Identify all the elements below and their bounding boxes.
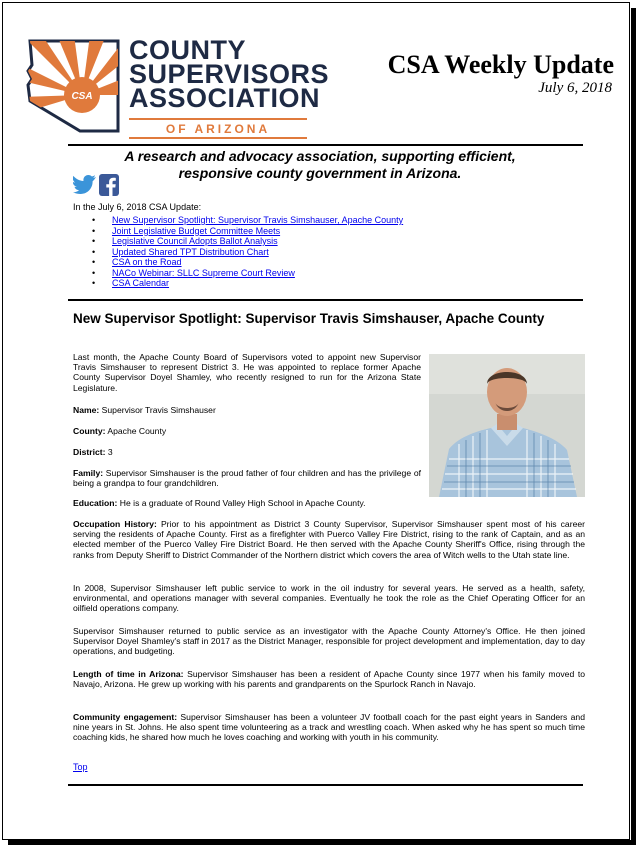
length-value: Supervisor Simshauser has been a resident of Apache County since 1977 when his family moved to Navajo, Arizona. He grew up working with his parents and grandparents on the Spurlock Ranch in Navajo. bbox=[73, 669, 585, 690]
table-of-contents bbox=[92, 215, 403, 289]
tagline: A research and advocacy association, supporting efficient, responsive county government in Arizona. bbox=[124, 148, 516, 181]
toc-link-ballot-analysis[interactable]: Legislative Council Adopts Ballot Analysis bbox=[112, 236, 278, 246]
org-name-line-2: SUPERVISORS bbox=[129, 59, 330, 89]
education-value: He is a graduate of Round Valley High School in Apache County. bbox=[117, 498, 366, 508]
newsletter-title: CSA Weekly Update bbox=[387, 50, 614, 79]
district-value: 3 bbox=[105, 447, 113, 457]
paragraph-2008: In 2008, Supervisor Simshauser left public service to work in the oil industry for several years. He served as a health, safety, environmental, and operations manager with several companies. Eventually he took the role as the Chief Operating Officer for an oilfield operations company. bbox=[73, 583, 585, 614]
family-label: Family: bbox=[73, 468, 104, 478]
family-field bbox=[73, 468, 421, 488]
social-links bbox=[73, 174, 119, 201]
toc-link-naco-webinar[interactable]: NACo Webinar: SLLC Supreme Court Review bbox=[112, 267, 295, 278]
page-shadow-bottom bbox=[8, 840, 636, 845]
county-field bbox=[73, 426, 421, 436]
toc-link-supervisor-spotlight[interactable]: New Supervisor Spotlight: Supervisor Travis Simshauser, Apache County bbox=[112, 215, 404, 225]
length-in-arizona-field bbox=[73, 669, 585, 689]
name-label: Name: bbox=[73, 405, 100, 415]
csa-logo-icon bbox=[22, 35, 122, 135]
toc-link-csa-calendar[interactable]: CSA Calendar bbox=[112, 278, 170, 288]
county-label: County: bbox=[73, 426, 106, 436]
community-value: Supervisor Simshauser has been a volunteer JV football coach for the past eight years in Sanders and nine years in St. Johns. He also spent time volunteering as a track and wrestling coach. When asked why he has spent so much time coaching kids, he shared how much he loves coaching and working with youth in his community. bbox=[73, 712, 585, 743]
toc-divider bbox=[68, 299, 583, 301]
toc-link-jlbc[interactable]: Joint Legislative Budget Committee Meets bbox=[112, 225, 281, 236]
district-label: District: bbox=[73, 447, 106, 457]
paragraph-return-to-service: Supervisor Simshauser returned to public service as an investigator with the Apache County Attorney's Office. He then joined Supervisor Doyel Shamley's staff in 2017 as the District Manager, responsible for project development and implementation, day to day operations, and budgeting. bbox=[73, 626, 585, 657]
toc-item bbox=[92, 215, 403, 226]
education-field bbox=[73, 498, 585, 508]
family-value: Supervisor Simshauser is the proud father of four children and has the privilege of being a grandpa to four grandchildren. bbox=[73, 468, 421, 489]
toc-item bbox=[92, 226, 403, 237]
name-value: Supervisor Travis Simshauser bbox=[99, 405, 216, 415]
toc-item bbox=[92, 247, 403, 258]
article-divider bbox=[68, 784, 583, 786]
education-label: Education: bbox=[73, 498, 118, 508]
svg-text:CSA: CSA bbox=[71, 91, 93, 102]
toc-intro: In the July 6, 2018 CSA Update: bbox=[73, 202, 202, 212]
supervisor-photo bbox=[429, 354, 585, 497]
organization-name bbox=[129, 35, 330, 113]
occupation-value: Prior to his appointment as District 3 County Supervisor, Supervisor Simshauser spent most of his career serving the residents of Apache County. First as a firefighter with Puerco Valley Fire District, rising to the rank of Captain, and as an elected member of the Puerco Valley Fire District Board. He then served with the Apache County Sheriff's Office, rising through the ranks from Deputy Sheriff to District Commander of the Northern district which covers the area of Witch wells to the Utah state line. bbox=[73, 519, 585, 560]
toc-link-csa-on-road[interactable]: CSA on the Road bbox=[112, 257, 182, 267]
back-to-top-link[interactable]: Top bbox=[73, 762, 88, 772]
county-value: Apache County bbox=[105, 426, 167, 436]
page-shadow-right bbox=[631, 8, 636, 843]
length-label: Length of time in Arizona: bbox=[73, 669, 184, 679]
org-name-line-3: ASSOCIATION bbox=[129, 83, 321, 113]
occupation-field bbox=[73, 519, 585, 560]
community-engagement-field bbox=[73, 712, 585, 743]
toc-item bbox=[92, 236, 403, 247]
org-name-line-1: COUNTY bbox=[129, 35, 246, 65]
name-field bbox=[73, 405, 421, 415]
toc-item bbox=[92, 278, 403, 289]
article-intro: Last month, the Apache County Board of Supervisors voted to appoint new Supervisor Travis Simshauser to represent District 3. He was appointed to replace former Apache County Supervisor Doyel Shamley, who recently resigned to run for the Arizona State Legislature. bbox=[73, 352, 421, 393]
organization-subtitle: OF ARIZONA bbox=[129, 118, 307, 139]
facebook-icon[interactable] bbox=[99, 174, 119, 201]
community-label: Community engagement: bbox=[73, 712, 178, 722]
toc-item bbox=[92, 257, 403, 268]
toc-link-tpt-chart[interactable]: Updated Shared TPT Distribution Chart bbox=[112, 246, 269, 257]
twitter-icon[interactable] bbox=[73, 174, 97, 201]
newsletter-date: July 6, 2018 bbox=[538, 80, 612, 96]
article-title: New Supervisor Spotlight: Supervisor Travis Simshauser, Apache County bbox=[73, 311, 545, 326]
header-divider bbox=[68, 144, 583, 146]
district-field bbox=[73, 447, 421, 457]
occupation-label: Occupation History: bbox=[73, 519, 157, 529]
toc-item bbox=[92, 268, 403, 279]
